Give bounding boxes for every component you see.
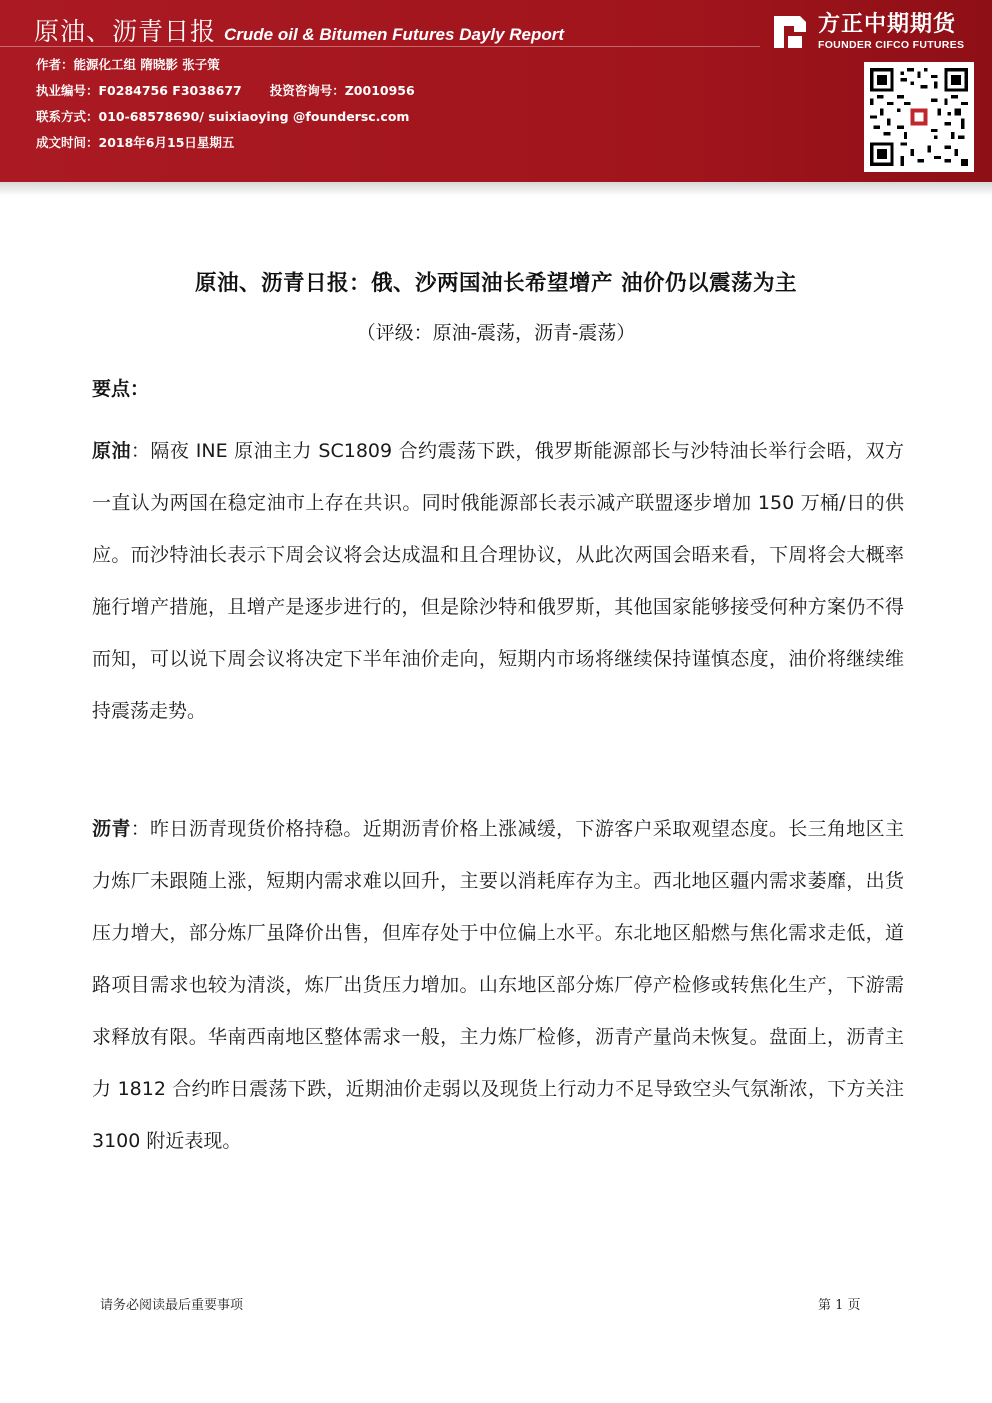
header-divider xyxy=(0,46,760,47)
crude-oil-paragraph xyxy=(92,425,904,737)
contact-info: 010-68578690/ suixiaoying @foundersc.com xyxy=(98,109,410,124)
founder-logo-icon xyxy=(770,12,810,52)
meta-license: 执业编号：F0284756 F3038677 投资咨询号：Z0010956 xyxy=(36,83,415,98)
bitumen-paragraph xyxy=(92,803,904,1167)
meta-date: 成文时间：2018年6月15日星期五 xyxy=(36,135,235,150)
meta-authors: 作者：能源化工组 隋晓影 张子策 xyxy=(36,57,220,72)
logo-name-en: FOUNDER CIFCO FUTURES xyxy=(818,38,965,51)
crude-oil-lead: 原油 xyxy=(92,440,131,462)
bitumen-text: ：昨日沥青现货价格持稳。近期沥青价格上涨减缓，下游客户采取观望态度。长三角地区主力炼厂未跟随上涨，短期内需求难以回升，主要以消耗库存为主。西北地区疆内需求萎靡，出货压力增大，部分炼厂虽降价出售，但库存处于中位偏上水平。东北地区船燃与焦化需求走低，道路项目需求也较为清淡，炼厂出货压力增加。山东地区部分炼厂停产检修或转焦化生产，下游需求释放有限。华南西南地区整体需求一般，主力炼厂检修，沥青产量尚未恢复。盘面上，沥青主力 1812 合约昨日震荡下跌，近期油价走弱以及现货上行动力不足导致空头气氛渐浓，下方关注 3100 附近表现。 xyxy=(92,818,904,1152)
meta-contact: 联系方式：010-68578690/ suixiaoying @foundersc.com xyxy=(36,109,410,124)
qr-code-icon xyxy=(864,62,974,172)
report-header xyxy=(0,0,992,182)
header-shadow xyxy=(0,182,992,196)
report-meta xyxy=(36,58,415,162)
page-number: 第 1 页 xyxy=(818,1298,861,1313)
document-title: 原油、沥青日报：俄、沙两国油长希望增产 油价仍以震荡为主 xyxy=(195,271,797,296)
document-rating: （评级：原油-震荡，沥青-震荡） xyxy=(356,322,636,344)
crude-oil-text: ：隔夜 INE 原油主力 SC1809 合约震荡下跌，俄罗斯能源部长与沙特油长举行会晤，双方一直认为两国在稳定油市上存在共识。同时俄能源部长表示减产联盟逐步增加 150 万桶/日的供应。而沙特油长表示下周会议将会达成温和且合理协议，从此次两国会晤来看，下周将会大概率施行增产措施，且增产是逐步进行的，但是除沙特和俄罗斯，其他国家能够接受何种方案仍不得而知，可以说下周会议将决定下半年油价走向，短期内市场将继续保持谨慎态度，油价将继续维持震荡走势。 xyxy=(92,440,904,722)
footer-notice: 请务必阅读最后重要事项 xyxy=(100,1298,244,1313)
logo-name-cn: 方正中期期货 xyxy=(818,11,957,37)
key-points-heading: 要点： xyxy=(92,378,150,400)
bitumen-lead: 沥青 xyxy=(92,818,131,840)
report-title-cn: 原油、沥青日报 xyxy=(34,17,217,46)
report-title-en: Crude oil & Bitumen Futures Dayly Report xyxy=(224,25,565,44)
company-logo xyxy=(770,10,985,54)
